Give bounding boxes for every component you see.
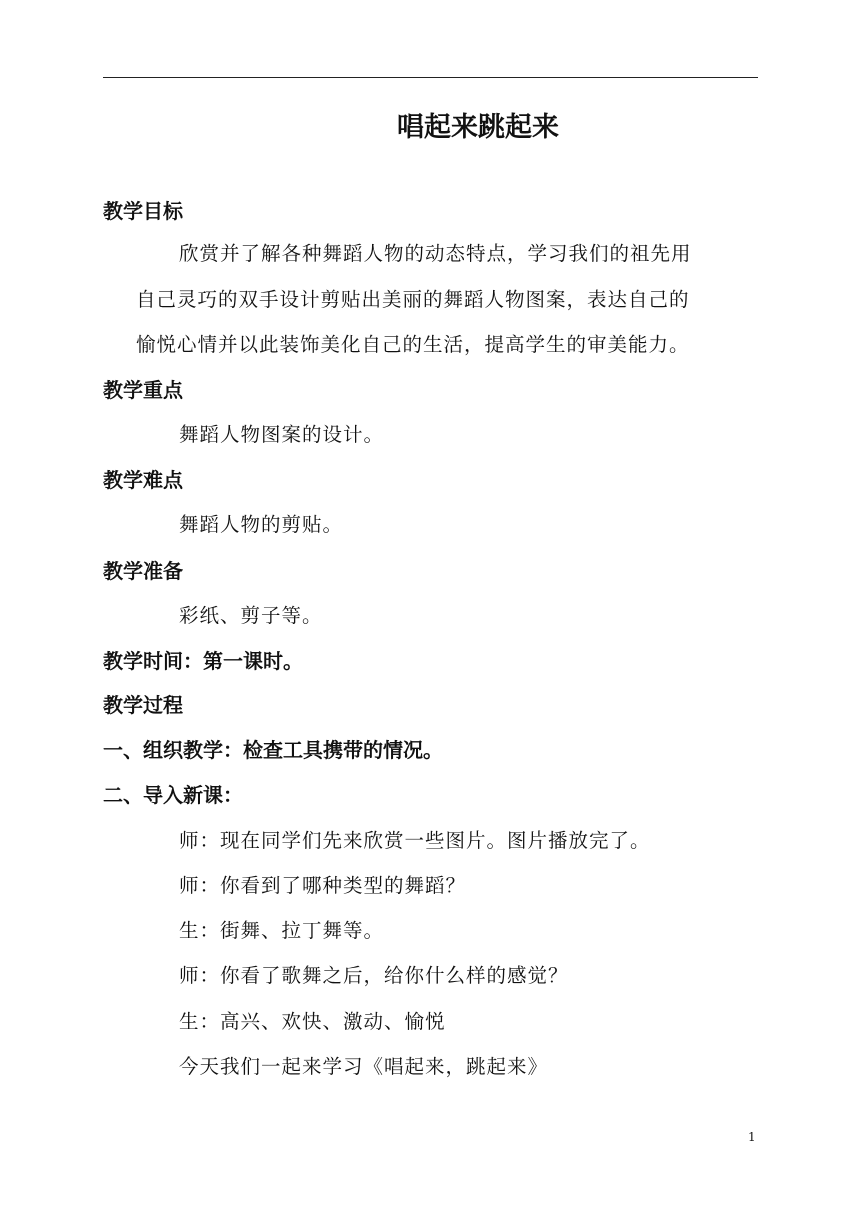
difficulty-text: 舞蹈人物的剪贴。 xyxy=(179,513,344,536)
document-title: 唱起来跳起来 xyxy=(397,112,559,143)
process-heading: 教学过程 xyxy=(103,693,183,717)
dialogue-line-1: 师：现在同学们先来欣赏一些图片。图片播放完了。 xyxy=(179,829,651,852)
time-heading: 教学时间：第一课时。 xyxy=(103,649,303,673)
goal-line-2: 自己灵巧的双手设计剪贴出美丽的舞蹈人物图案，表达自己的 xyxy=(136,288,690,311)
key-text: 舞蹈人物图案的设计。 xyxy=(179,423,385,446)
dialogue-line-5: 生：高兴、欢快、激动、愉悦 xyxy=(179,1010,446,1033)
dialogue-line-2: 师：你看到了哪种类型的舞蹈？ xyxy=(179,874,467,897)
page-number: 1 xyxy=(748,1130,756,1144)
dialogue-line-4: 师：你看了歌舞之后，给你什么样的感觉？ xyxy=(179,964,569,987)
step2-heading: 二、导入新课： xyxy=(103,783,243,807)
goal-heading: 教学目标 xyxy=(103,199,183,223)
prep-heading: 教学准备 xyxy=(103,559,183,583)
header-rule xyxy=(103,77,758,78)
goal-line-1: 欣赏并了解各种舞蹈人物的动态特点，学习我们的祖先用 xyxy=(179,242,692,265)
dialogue-line-6: 今天我们一起来学习《唱起来，跳起来》 xyxy=(179,1055,549,1078)
goal-line-3: 愉悦心情并以此装饰美化自己的生活，提高学生的审美能力。 xyxy=(136,333,690,356)
key-heading: 教学重点 xyxy=(103,378,183,402)
step1-heading: 一、组织教学：检查工具携带的情况。 xyxy=(103,738,443,762)
dialogue-line-3: 生：街舞、拉丁舞等。 xyxy=(179,919,385,942)
prep-text: 彩纸、剪子等。 xyxy=(179,604,323,627)
difficulty-heading: 教学难点 xyxy=(103,468,183,492)
